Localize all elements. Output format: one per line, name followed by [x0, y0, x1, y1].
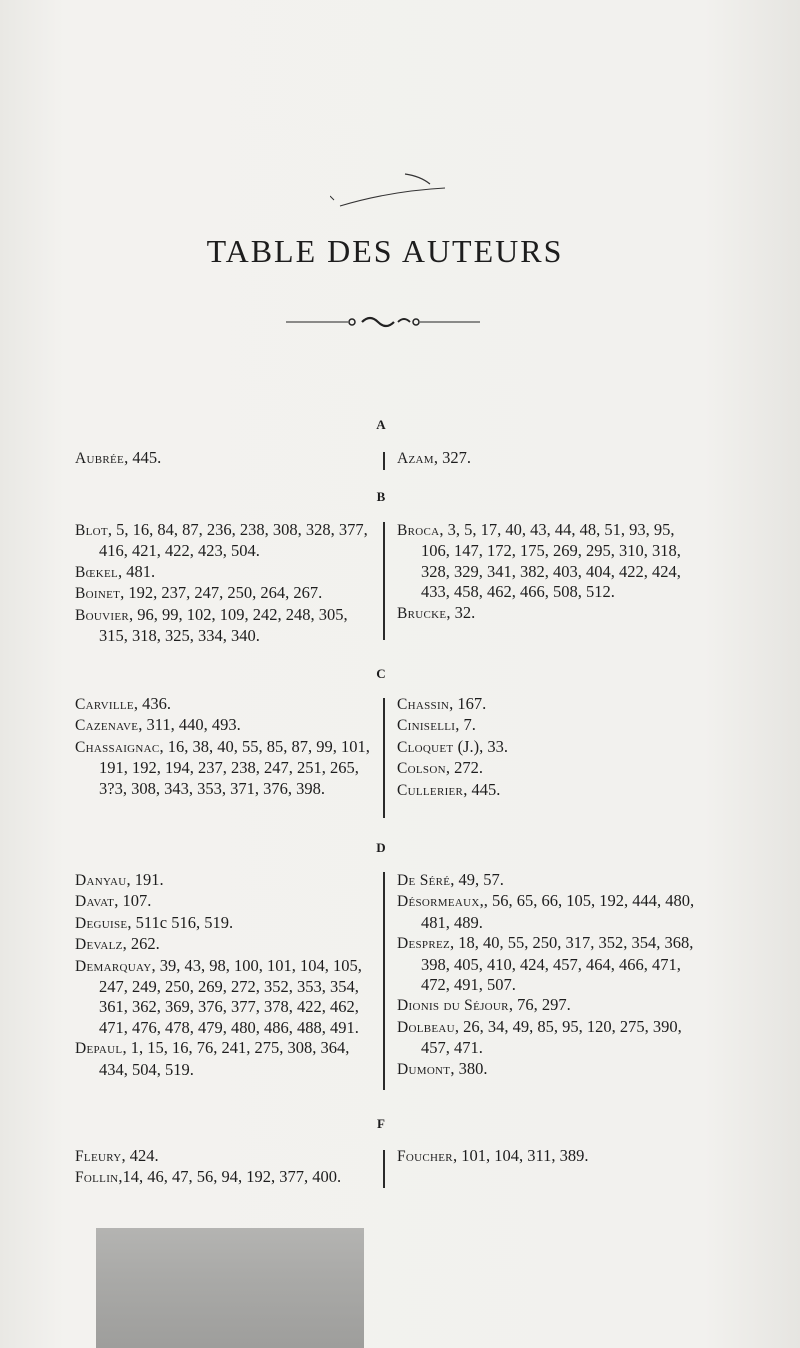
- column-divider: [383, 1150, 385, 1188]
- section-a-left-column: [75, 448, 370, 469]
- section-letter-a: A: [376, 417, 386, 432]
- author-entry: Davat, 107.: [75, 891, 152, 911]
- section-d-left-column: [75, 870, 370, 1080]
- column-divider: [383, 872, 385, 1090]
- author-entry: Desprez, 18, 40, 55, 250, 317, 352, 354, 368, 398, 405, 410, 424, 457, 464, 466, 471, 472, 491, 507.: [397, 933, 694, 995]
- section-letter-b: B: [376, 489, 386, 504]
- author-entry: Bouvier, 96, 99, 102, 109, 242, 248, 305, 315, 318, 325, 334, 340.: [75, 604, 348, 646]
- column-divider: [383, 698, 385, 818]
- author-entry: De Séré, 49, 57.: [397, 870, 504, 889]
- author-entry: Dumont, 380.: [397, 1058, 488, 1078]
- author-entry: Colson, 272.: [397, 758, 483, 778]
- section-c-left-column: [75, 694, 370, 799]
- author-entry: Cazenave, 311, 440, 493.: [75, 715, 241, 735]
- section-c-right-column: [397, 694, 702, 801]
- section-f-right-column: [397, 1146, 702, 1167]
- author-entry: Follin,14, 46, 47, 56, 94, 192, 377, 400.: [75, 1167, 342, 1187]
- section-d-right-column: [397, 870, 702, 1080]
- author-entry: Chassin, 167.: [397, 694, 487, 713]
- section-b-left-column: [75, 520, 370, 646]
- author-entry: Bœkel, 481.: [75, 561, 156, 581]
- author-entry: Fleury, 424.: [75, 1146, 159, 1165]
- section-b-right-column: [397, 520, 702, 624]
- author-entry: Carville, 436.: [75, 694, 172, 713]
- page-title: TABLE DES AUTEURS: [206, 233, 564, 270]
- title-flourish: [330, 166, 460, 216]
- section-letter-c: C: [376, 666, 386, 681]
- author-entry: Aubrée, 445.: [75, 448, 162, 467]
- column-divider: [383, 522, 385, 640]
- author-entry: Danyau, 191.: [75, 870, 164, 889]
- author-entry: Ciniselli, 7.: [397, 715, 476, 735]
- author-entry: Chassaignac, 16, 38, 40, 55, 85, 87, 99, 101, 191, 192, 194, 237, 238, 247, 251, 265, 3?3, 308, 343, 353, 371, 376, 398.: [75, 736, 370, 798]
- section-f-left-column: [75, 1146, 370, 1189]
- author-entry: Deguise, 511c 516, 519.: [75, 912, 234, 932]
- paper-stain: [96, 1228, 364, 1348]
- author-entry: Désormeaux,, 56, 65, 66, 105, 192, 444, 480, 481, 489.: [397, 891, 695, 932]
- ornament-divider: [286, 312, 480, 332]
- author-entry: Dionis du Séjour, 76, 297.: [397, 995, 571, 1015]
- author-entry: Devalz, 262.: [75, 934, 160, 954]
- author-entry: Broca, 3, 5, 17, 40, 43, 44, 48, 51, 93, 95, 106, 147, 172, 175, 269, 295, 310, 318, 328, 329, 341, 382, 403, 404, 422, 424, 433, 458, 462, 466, 508, 512.: [397, 520, 681, 602]
- author-entry: Cullerier, 445.: [397, 779, 501, 799]
- section-letter-d: D: [376, 840, 386, 855]
- section-a-right-column: [397, 448, 702, 469]
- section-letter-f: F: [377, 1116, 385, 1131]
- author-entry: Blot, 5, 16, 84, 87, 236, 238, 308, 328, 377, 416, 421, 422, 423, 504.: [75, 520, 368, 561]
- author-entry: Demarquay, 39, 43, 98, 100, 101, 104, 105, 247, 249, 250, 269, 272, 352, 353, 354, 361, 362, 369, 376, 377, 378, 422, 462, 471, 476, 478, 479, 480, 486, 488, 491.: [75, 955, 362, 1037]
- author-entry: Dolbeau, 26, 34, 49, 85, 95, 120, 275, 390, 457, 471.: [397, 1016, 682, 1058]
- author-entry: Brucke, 32.: [397, 602, 476, 622]
- author-entry: Depaul, 1, 15, 16, 76, 241, 275, 308, 364, 434, 504, 519.: [75, 1038, 350, 1079]
- author-entry: Cloquet (J.), 33.: [397, 736, 508, 756]
- author-entry: Azam, 327.: [397, 448, 471, 467]
- author-entry: Foucher, 101, 104, 311, 389.: [397, 1146, 589, 1165]
- column-divider: [383, 452, 385, 470]
- author-entry: Boinet, 192, 237, 247, 250, 264, 267.: [75, 583, 323, 603]
